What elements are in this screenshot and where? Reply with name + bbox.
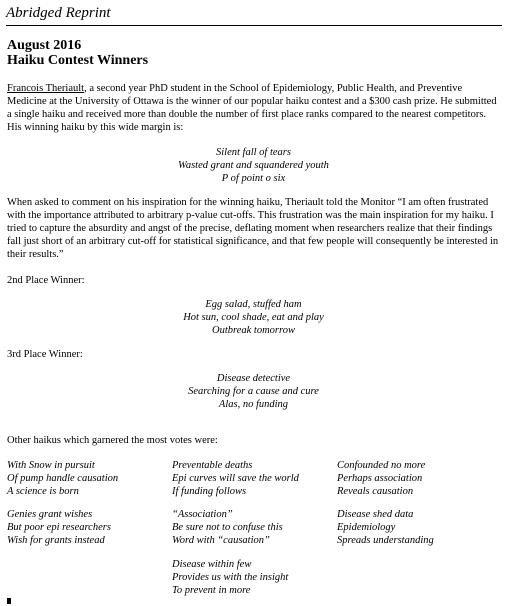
haiku-line: Silent fall of tears: [216, 147, 291, 158]
title-date: August 2016: [7, 38, 82, 53]
title-heading: Haiku Contest Winners: [7, 53, 149, 68]
other-haiku: [7, 459, 118, 498]
haiku-line: If funding follows: [172, 486, 247, 497]
haiku-line: Word with “causation”: [172, 535, 270, 546]
haiku-line: Of pump handle causation: [7, 473, 119, 484]
intro-text: , a second year PhD student in the School of Epidemiology, Public Health, and Preventive Medicine at the University of Ottawa is the winner of our popular haiku contest and a $300 cash prize. He submitted a single haiku and received more than double the number of first place ranks compared to the nearest competitors. His winning haiku by this wide margin is:: [7, 83, 497, 133]
haiku-line: “Association”: [172, 509, 233, 520]
second-place-haiku: [0, 298, 507, 337]
third-place-haiku: [0, 372, 507, 411]
page-mark: [7, 598, 11, 604]
other-haiku: [172, 508, 283, 547]
winner-name: Francois Theriault: [7, 83, 85, 94]
haiku-line: Disease shed data: [337, 509, 414, 520]
haiku-line: Hot sun, cool shade, eat and play: [183, 312, 324, 323]
winning-haiku: [0, 146, 507, 185]
article-title: [7, 38, 148, 68]
haiku-line: Searching for a cause and cure: [188, 386, 319, 397]
other-haiku: [7, 508, 111, 547]
haiku-line: Be sure not to confuse this: [172, 522, 283, 533]
running-head-bar: [6, 4, 502, 26]
haiku-line: Provides us with the insight: [172, 572, 289, 583]
intro-paragraph: [7, 82, 501, 134]
haiku-line: Perhaps association: [337, 473, 423, 484]
haiku-line: Wish for grants instead: [7, 535, 105, 546]
other-haikus-label: Other haikus which garnered the most votes were:: [7, 435, 218, 446]
haiku-line: Preventable deaths: [172, 460, 253, 471]
haiku-line: Outbreak tomorrow: [212, 325, 295, 336]
haiku-line: Disease within few: [172, 559, 252, 570]
haiku-line: Epidemiology: [337, 522, 396, 533]
haiku-line: Spreads understanding: [337, 535, 434, 546]
other-haiku: [172, 459, 299, 498]
other-haiku: [337, 459, 425, 498]
haiku-line: Egg salad, stuffed ham: [205, 299, 302, 310]
haiku-line: Disease detective: [216, 373, 291, 384]
other-haiku: [337, 508, 434, 547]
third-place-label: 3rd Place Winner:: [7, 349, 83, 360]
haiku-line: Alas, no funding: [218, 399, 289, 410]
haiku-line: But poor epi researchers: [7, 522, 111, 533]
second-place-label: 2nd Place Winner:: [7, 275, 85, 286]
haiku-line: Genies grant wishes: [7, 509, 93, 520]
running-head: Abridged Reprint: [6, 5, 111, 21]
haiku-line: To prevent in more: [172, 585, 251, 596]
other-haiku: [172, 558, 288, 597]
haiku-line: With Snow in pursuit: [7, 460, 95, 471]
quote-paragraph: When asked to comment on his inspiration for the winning haiku, Theriault told the Monitor “I am often frustrated with the importance attributed to arbitrary p-value cut-offs. This frustration was the main inspiration for my haiku. I tried to capture the absurdity and angst of the precise, deflating moment when researchers realize that their findings fall just short of an arbitrary cut-off for statistical significance, and that few people will consequently be interested in their results.”: [7, 197, 499, 260]
haiku-line: A science is born: [7, 486, 79, 497]
haiku-line: Reveals causation: [337, 486, 414, 497]
haiku-line: P of point o six: [221, 173, 286, 184]
haiku-line: Epi curves will save the world: [172, 473, 299, 484]
haiku-line: Wasted grant and squandered youth: [178, 160, 329, 171]
haiku-line: Confounded no more: [337, 460, 426, 471]
